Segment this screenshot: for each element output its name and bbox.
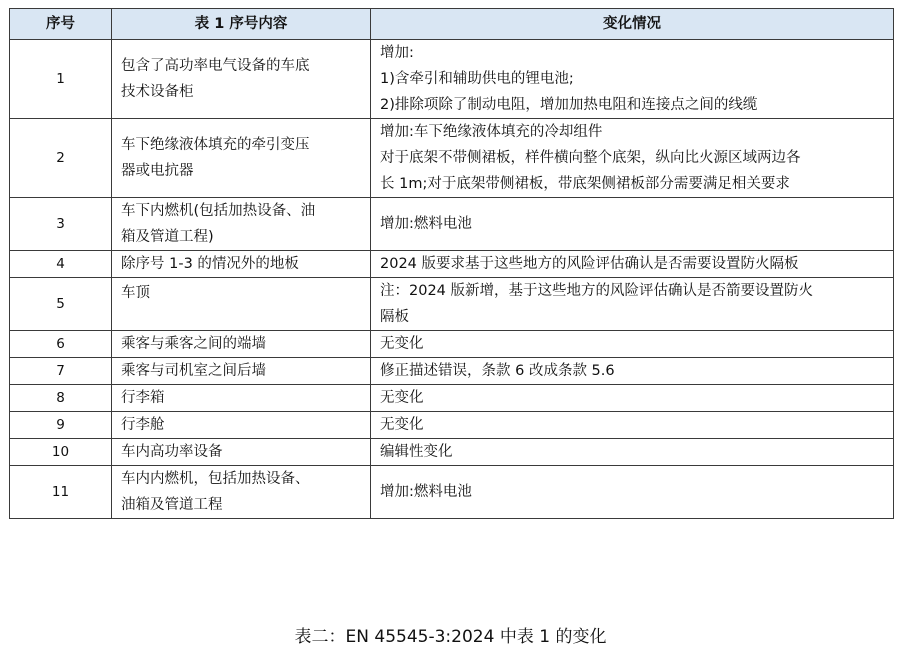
row-number: 11 [10,466,112,519]
content-line: 车顶 [121,285,150,301]
row-change [371,358,894,385]
row-content [112,278,371,331]
row-number: 10 [10,439,112,466]
row-content [112,385,371,412]
row-number: 9 [10,412,112,439]
change-line: 无变化 [380,336,424,352]
change-line: 编辑性变化 [380,444,453,460]
change-line: 隔板 [380,309,409,325]
row-number: 3 [10,198,112,251]
row-number: 4 [10,251,112,278]
row-number: 8 [10,385,112,412]
row-number: 7 [10,358,112,385]
row-change [371,439,894,466]
table-row [10,385,894,412]
row-change [371,385,894,412]
table-row [10,251,894,278]
table-row [10,198,894,251]
row-content [112,198,371,251]
change-line: 无变化 [380,417,424,433]
row-number: 2 [10,119,112,198]
change-line: 2024 版要求基于这些地方的风险评估确认是否需要设置防火隔板 [380,256,799,272]
content-line: 箱及管道工程) [121,229,214,245]
row-content [112,358,371,385]
change-line: 无变化 [380,390,424,406]
changes-table [9,8,894,519]
change-line: 长 1m;对于底架带侧裙板，带底架侧裙板部分需要满足相关要求 [380,176,790,192]
row-change [371,198,894,251]
content-line: 油箱及管道工程 [121,497,223,513]
content-line: 车内高功率设备 [121,444,223,460]
row-content [112,119,371,198]
content-line: 行李箱 [121,390,165,406]
table-caption: 表二：EN 45545-3:2024 中表 1 的变化 [294,627,607,647]
row-change [371,331,894,358]
row-content [112,331,371,358]
row-number: 5 [10,278,112,331]
table-row [10,439,894,466]
content-line: 车下绝缘液体填充的牵引变压 [121,137,310,153]
row-change [371,119,894,198]
content-line: 技术设备柜 [121,84,194,100]
header-content: 表 1 序号内容 [112,9,371,40]
content-line: 行李舱 [121,417,165,433]
change-line: 2)排除项除了制动电阻，增加加热电阻和连接点之间的线缆 [380,97,758,113]
row-content [112,466,371,519]
row-change [371,251,894,278]
row-content [112,251,371,278]
content-line: 除序号 1-3 的情况外的地板 [121,256,299,272]
row-change [371,40,894,119]
row-change [371,412,894,439]
content-line: 包含了高功率电气设备的车底 [121,58,310,74]
header-no: 序号 [10,9,112,40]
table-row [10,466,894,519]
row-number: 1 [10,40,112,119]
row-content [112,412,371,439]
change-line: 增加:燃料电池 [380,484,472,500]
change-line: 增加:车下绝缘液体填充的冷却组件 [380,124,603,140]
table-row [10,331,894,358]
table-row [10,358,894,385]
table-body [10,40,894,519]
content-line: 车内内燃机，包括加热设备、 [121,471,310,487]
table-row [10,412,894,439]
row-number: 6 [10,331,112,358]
table-header-row [10,9,894,40]
table-row [10,278,894,331]
row-content [112,439,371,466]
change-line: 增加:燃料电池 [380,216,472,232]
table-row [10,119,894,198]
row-change [371,278,894,331]
header-change: 变化情况 [371,9,894,40]
row-content [112,40,371,119]
change-line: 修正描述错误，条款 6 改成条款 5.6 [380,363,615,379]
content-line: 乘客与司机室之间后墙 [121,363,266,379]
content-line: 器或电抗器 [121,163,194,179]
change-line: 注：2024 版新增，基于这些地方的风险评估确认是否箭要设置防火 [380,283,814,299]
change-line: 对于底架不带侧裙板，样件横向整个底架，纵向比火源区域两边各 [380,150,801,166]
change-line: 增加: [380,45,414,61]
content-line: 乘客与乘客之间的端墙 [121,336,266,352]
content-line: 车下内燃机(包括加热设备、油 [121,203,316,219]
table-row [10,40,894,119]
change-line: 1)含牵引和辅助供电的锂电池; [380,71,574,87]
row-change [371,466,894,519]
